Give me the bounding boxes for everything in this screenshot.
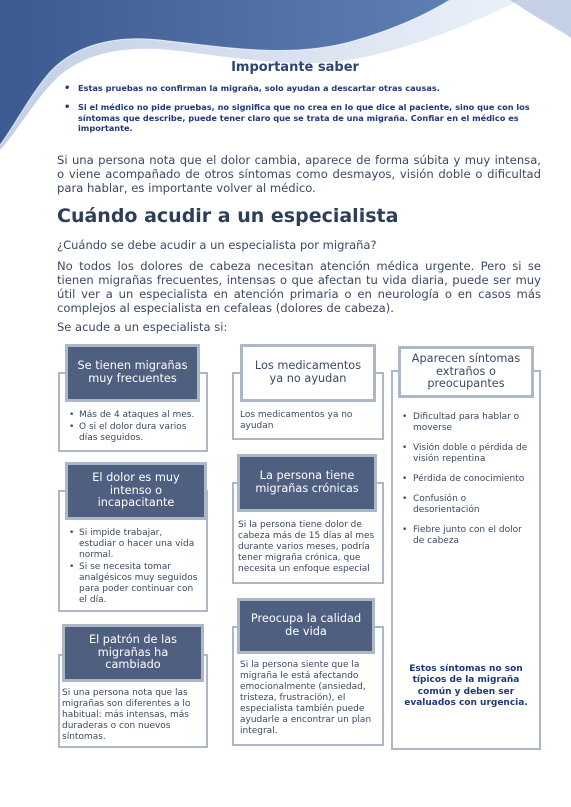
card-intense-header: El dolor es muy intenso o incapacitante [65,462,207,520]
section-paragraph: No todos los dolores de cabeza necesitan atención médica urgente. Pero si se tienen migrañas frecuentes, intensas o que afectan tu vida diaria, puede ser muy útil ver a un especialista en atención primaria o en neurología o en casos más complejos al especialista en cefaleas (dolores de cabeza). [57,259,541,315]
card-chronic-text: Si la persona tiene dolor de cabeza más de 15 días al mes durante varios meses, podría tener migraña crónica, que necesita un enfoque especial [238,520,375,574]
list-item: • Más de 4 ataques al mes. [68,410,200,421]
list-item: • Fiebre junto con el dolor de cabeza [401,525,533,547]
card-intense-list [68,528,200,606]
card-quality-header: Preocupa la calidad de vida [237,598,375,654]
card-meds-header: Los medicamentos ya no ayudan [240,344,376,402]
list-item: • O si el dolor dura varios días seguidos. [68,422,200,444]
card-pattern-text: Si una persona nota que las migrañas son diferentes a lo habitual: más intensas, más duraderas o con nuevos síntomas. [62,688,191,742]
card-frequent-list [68,410,200,444]
important-item: • Estas pruebas no confirman la migraña, solo ayudan a descartar otras causas. [60,83,530,94]
list-item: • Pérdida de conocimiento [401,474,533,485]
list-item: • Si impide trabajar, estudiar o hacer una vida normal. [68,528,200,561]
important-title: Importante saber [231,60,359,75]
card-strange-list [401,412,533,547]
card-frequent-header: Se tienen migrañas muy frecuentes [65,344,200,402]
section-lead: Se acude a un especialista si: [57,320,228,334]
section-question: ¿Cuándo se debe acudir a un especialista por migraña? [57,238,377,252]
list-item: • Confusión o desorientación [401,494,533,516]
list-item: • Si se necesita tomar analgésicos muy seguidos para poder continuar con el día. [68,562,200,606]
card-strange-note: Estos síntomas no son típicos de la migraña común y deben ser evaluados con urgencia. [404,664,528,708]
list-item: • Dificultad para hablar o moverse [401,412,533,434]
card-strange-body [391,370,541,750]
list-item: • Visión doble o pérdida de visión repentina [401,443,533,465]
card-chronic-header: La persona tiene migrañas crónicas [237,454,377,512]
warning-paragraph: Si una persona nota que el dolor cambia, aparece de forma súbita y muy intensa, o viene acompañado de otros síntomas como desmayos, visión doble o dificultad para hablar, es importante volver al médico. [57,153,541,195]
important-notice [60,60,530,142]
important-list [60,83,530,134]
section-title: Cuándo acudir a un especialista [57,205,399,227]
important-item: • Si el médico no pide pruebas, no significa que no crea en lo que dice al paciente, sino que con los síntomas que describe, puede tener claro que se trata de una migraña. Confiar en el médico es importante. [60,102,530,134]
card-quality-text: Si la persona siente que la migraña le está afectando emocionalmente (ansiedad, tristeza, frustración), el especialista también puede ayudarle a encontrar un plan integral. [240,660,372,736]
card-strange-header: Aparecen síntomas extraños o preocupantes [398,346,534,398]
card-pattern-header: El patrón de las migrañas ha cambiado [62,624,204,682]
card-meds-text: Los medicamentos ya no ayudan [240,410,353,431]
